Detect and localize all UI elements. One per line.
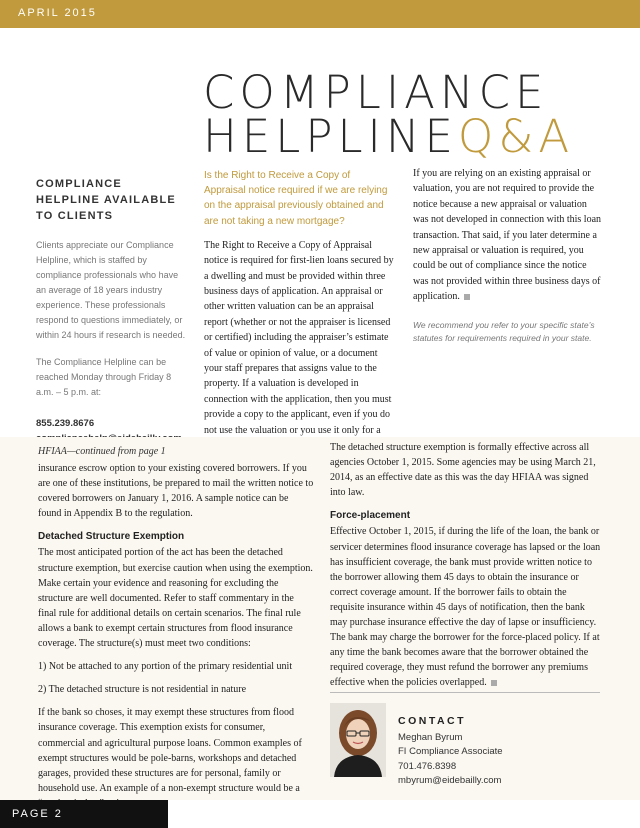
title-qa: Q&A	[457, 110, 575, 163]
continued-label: HFIAA—continued from page 1	[38, 446, 166, 457]
contact-role: FI Compliance Associate	[398, 746, 503, 757]
contact-photo	[330, 703, 386, 777]
article-para-3: The detached structure exemption is formally effective across all agencies October 1, 2015. Some agencies may be using March 21, 2014, as an effective date as this was the day HFIAA was signed into law.	[330, 442, 596, 499]
subheading-detached: Detached Structure Exemption	[38, 531, 185, 543]
page-number: PAGE 2	[12, 808, 63, 820]
title-line-2	[203, 110, 575, 163]
sidebar-intro: Clients appreciate our Compliance Helpline, which is staffed by compliance professionals who have an average of 18 years industry experience. These professionals respond to questions immediately, or within 24 hours if research is needed.	[36, 240, 186, 340]
contact-block	[398, 714, 503, 789]
issue-date: APRIL 2015	[18, 7, 97, 19]
contact-email[interactable]: mbyrum@eidebailly.com	[398, 775, 502, 786]
contact-heading: CONTACT	[398, 715, 467, 727]
article-para-2: If the bank so choses, it may exempt these structures from flood insurance coverage. This exemption exists for consumer, commercial and agricultural purpose loans. Common examples of exempt structures would be pole-barns, workshops and detached garages, provided these structures are for personal, family or household use. An example of a non-exempt structure would be a	[38, 707, 302, 794]
article-column-right	[330, 440, 602, 699]
article-column-left	[38, 461, 314, 819]
qa-column-1	[204, 168, 394, 468]
qa-answer-2	[413, 166, 603, 305]
article-para-1: The most anticipated portion of the act has been the detached structure exemption, but exercise caution when using the exemption. Make certain your evidence and reasoning for excluding the structure are well documented. Refer to staff commentary in the final rule for additional details on certain scenarios. The final rule allows a bank to exempt certain structures from flood insurance coverage. The structure(s) must meet two conditions:	[38, 547, 313, 650]
contact-name: Meghan Byrum	[398, 731, 463, 743]
portrait-icon	[330, 703, 386, 777]
article-para-4	[330, 524, 602, 690]
title-helpline: HELPLINE	[203, 110, 458, 163]
qa-question: Is the Right to Receive a Copy of Appraisal notice required if we are relying on the appraisal previously obtained and are not taking a new mortgage?	[204, 170, 388, 227]
qa-column-2	[413, 168, 603, 346]
sidebar-heading: COMPLIANCE HELPLINE AVAILABLE TO CLIENTS	[36, 178, 176, 222]
subheading-force-placement: Force-placement	[330, 510, 411, 522]
page-number-bar	[0, 800, 168, 828]
condition-1: 1) Not be attached to any portion of the primary residential unit	[38, 661, 293, 673]
qa-answer-2-text: If you are relying on an existing appraisal or valuation, you are not required to provide the notice because a new appraisal or valuation was not developed in connection with this loan transaction. That said, if you later determine a new appraisal or valuation is required, you could be out of compliance since the notice was not provided within three business days of application.	[413, 168, 602, 303]
condition-2: 2) The detached structure is not residential in nature	[38, 684, 247, 696]
article-intro: insurance escrow option to your existing covered borrowers. If you are one of these institutions, be prepared to mail the written notice to covered borrowers on January 1, 2016. A sample notice can be found in Appendix B to the regulation.	[38, 463, 314, 520]
contact-phone: 701.476.8398	[398, 760, 457, 772]
article-para-4-text: Effective October 1, 2015, if during the life of the loan, the bank or servicer determines flood insurance coverage has lapsed or the loan has insufficient coverage, the bank must provide written notice to the borrower allowing them 45 days to obtain the insurance or correct coverage amount. If the borrower fails to obtain the requisite insurance within 45 days of notification, then the bank may purchase insurance effective the day of lapse or insufficiency. The bank may charge the borrower for the force-placed policy. If at any time the bank becomes aware that the borrower obtained the required coverage, they must refund the borrower any premiums effective when the policies overlapped.	[330, 526, 601, 689]
sidebar-hours: The Compliance Helpline can be reached Monday through Friday 8 a.m. – 5 p.m. at:	[36, 357, 172, 397]
qa-note: We recommend you refer to your specific state’s statutes for requirements required in your state.	[413, 319, 595, 344]
top-banner	[0, 0, 640, 28]
title-line-1: COMPLIANCE	[203, 66, 549, 119]
end-mark-icon	[464, 294, 470, 300]
end-mark-icon	[491, 680, 497, 686]
contact-divider	[330, 692, 600, 693]
helpline-phone: 855.239.8676	[36, 418, 95, 429]
helpline-sidebar	[36, 176, 186, 446]
qa-answer-1: The Right to Receive a Copy of Appraisal notice is required for first-lien loans secured by a dwelling and must be provided within three business days of application. An appraisal or other written valuation can be an appraisal report (whether or not the appraiser is licensed or certified) including the appraiser’s estimate of value or opinion of value, or a document your staff prepares that assigns value to the property. If a valuation is developed in connection with the application, then you must provide a copy to the applicant, even if you do not use the valuation or you use it only for a	[204, 239, 394, 436]
